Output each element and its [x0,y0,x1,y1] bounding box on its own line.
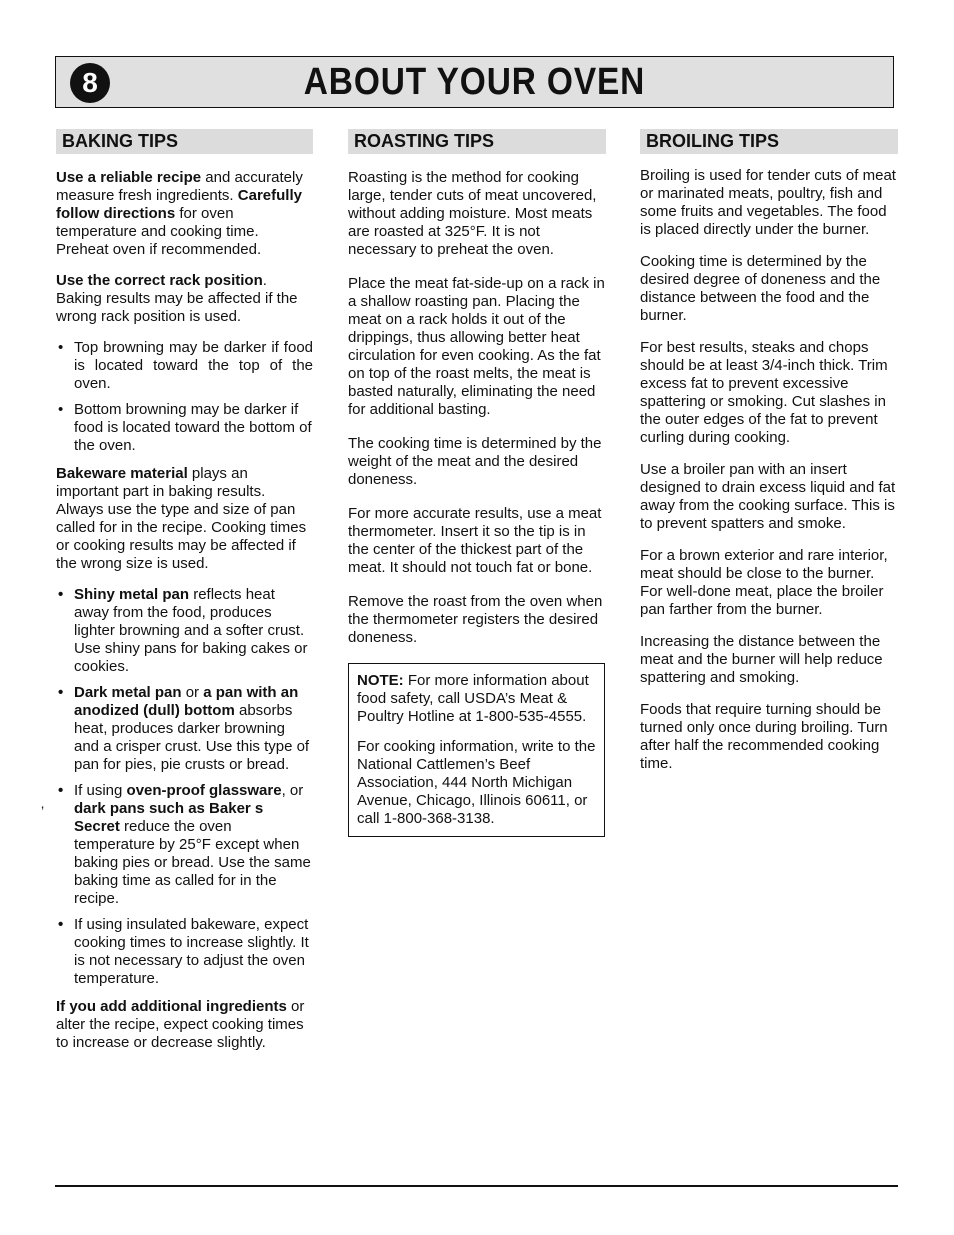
list-item [56,782,313,908]
body-text: absorbs heat, produces darker browning and a crisper crust. Use this type of pan for pies, pie crusts or bread. [74,702,310,773]
page-number-badge: 8 [70,63,110,103]
roasting-paragraph: The cooking time is determined by the weight of the meat and the desired doneness. [348,435,602,488]
baking-tips-heading: BAKING TIPS [56,129,313,154]
broiling-paragraph: For a brown exterior and rare interior, meat should be close to the burner. For well-done meat, place the broiler pan farther from the burner. [640,547,888,618]
body-text: If using [74,782,127,799]
baking-recipe-paragraph [56,169,313,259]
body-text: or [181,684,204,701]
note-paragraph: For cooking information, write to the National Cattlemen’s Beef Association, 444 North Michigan Avenue, Chicago, Illinois 60611, or call 1-800-368-3138. [357,738,596,827]
baking-tips-section [56,129,313,1065]
roasting-tips-section [348,129,606,837]
roasting-paragraph: Place the meat fat-side-up on a rack in a shallow roasting pan. Placing the meat on a rack holds it out of the drippings, thus allowing better heat circulation for even cooking. As the fat on top of the roast melts, the meat is basted naturally, eliminating the need for additional basting. [348,275,605,418]
bold-text: Bakeware material [56,465,188,482]
body-text: and accurately measure fresh ingredients. [56,169,303,204]
footer-divider [55,1185,898,1187]
page-header [55,56,894,108]
bold-text: Use the correct rack position [56,272,263,289]
bold-text: dark pans such as Baker s Secret [74,800,264,835]
additional-ingredients-paragraph [56,998,313,1052]
roasting-paragraph: For more accurate results, use a meat thermometer. Insert it so the tip is in the center of the thickest part of the meat. It should not touch fat or bone. [348,505,602,576]
body-text: reduce the oven temperature by 25°F except when baking pies or bread. Use the same baking time as called for in the recipe. [74,818,311,907]
bold-text: Shiny metal pan [74,586,190,603]
list-item [56,586,313,676]
broiling-tips-section [640,129,898,787]
body-text: or alter the recipe, expect cooking times to increase or decrease slightly. [56,998,305,1051]
bold-text: If you add additional ingredients [56,998,287,1015]
broiling-paragraph: Cooking time is determined by the desired degree of doneness and the distance between the food and the burner. [640,253,881,324]
bold-text: oven-proof glassware [126,782,282,799]
body-text: , or [281,782,304,799]
bakeware-list [56,586,313,988]
bold-text: Carefully follow directions [56,187,302,222]
page-title: ABOUT YOUR OVEN [303,61,646,103]
body-text: plays an important part in baking results. Always use the type and size of pan called for in the recipe. Cooking times or cooking results may be affected if the wrong size is used. [56,465,307,572]
body-text: for oven temperature and cooking time. Preheat oven if recommended. [56,205,262,258]
roasting-paragraph: Roasting is the method for cooking large, tender cuts of meat uncovered, without adding moisture. Most meats are roasted at 325°F. It is not necessary to preheat the oven. [348,169,597,258]
note-label: NOTE: [357,672,404,689]
broiling-paragraph: For best results, steaks and chops should be at least 3/4-inch thick. Trim excess fat to prevent excessive spattering or smoking. Cut slashes in the outer edges of the fat to prevent curling during cooking. [640,339,888,446]
broiling-paragraph: Foods that require turning should be turned only once during broiling. Turn after half the recommended cooking time. [640,701,888,772]
body-text: For more information about food safety, call USDA’s Meat & Poultry Hotline at 1-800-535-4555. [357,672,589,725]
list-item: • Top browning may be darker if food is located toward the top of the oven. [56,339,313,393]
broiling-tips-heading: BROILING TIPS [640,129,898,154]
rack-position-list [56,339,313,455]
baking-rack-paragraph [56,272,313,326]
broiling-paragraph: Use a broiler pan with an insert designed to drain excess liquid and fat away from the cooking surface. This is to prevent spatters and smoke. [640,461,896,532]
bakeware-paragraph [56,465,313,573]
roasting-tips-heading: ROASTING TIPS [348,129,606,154]
bold-text: Use a reliable recipe [56,169,202,186]
body-text: . Baking results may be affected if the wrong rack position is used. [56,272,298,325]
broiling-paragraph: Broiling is used for tender cuts of meat or marinated meats, poultry, fish and some fruits and vegetables. The food is placed directly under the burner. [640,167,896,238]
note-paragraph [357,672,597,726]
stray-apostrophe: ’ [41,803,45,819]
list-item: • Bottom browning may be darker if food is located toward the bottom of the oven. [56,401,313,455]
bold-text: Dark metal pan [74,684,182,701]
body-text: reflects heat away from the food, produces lighter browning and a softer crust. Use shiny pans for baking cakes or cookies. [74,586,308,675]
broiling-paragraph: Increasing the distance between the meat and the burner will help reduce spattering and smoking. [640,633,883,686]
bold-text: a pan with an anodized (dull) bottom [74,684,299,719]
list-item: • If using insulated bakeware, expect cooking times to increase slightly. It is not necessary to adjust the oven temperature. [56,916,313,988]
roasting-paragraph: Remove the roast from the oven when the thermometer registers the desired doneness. [348,593,603,646]
list-item [56,684,313,774]
food-safety-note-box [348,663,605,837]
